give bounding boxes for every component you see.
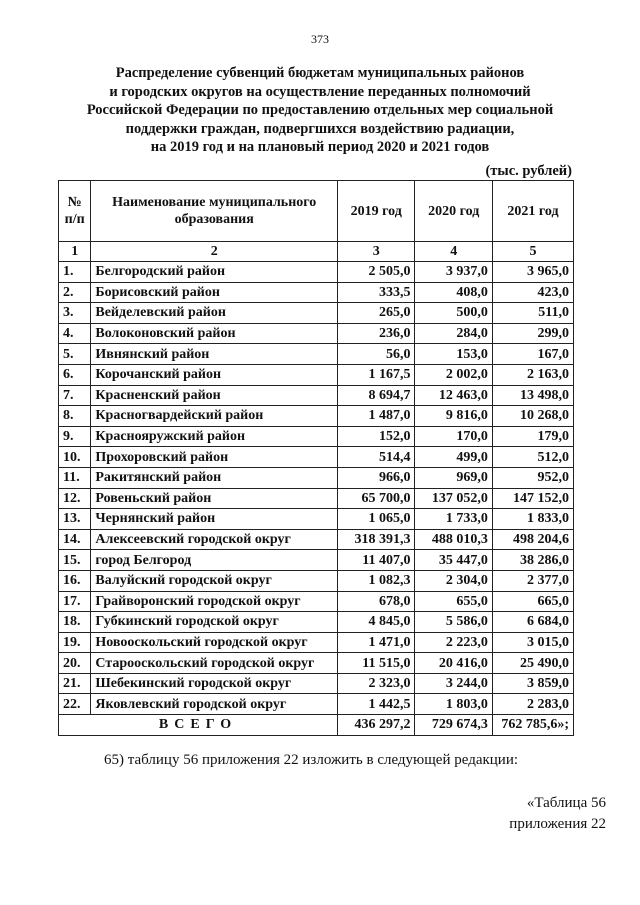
subsidies-table (58, 180, 574, 736)
row-num: 1. (59, 262, 91, 283)
row-2021: 38 286,0 (492, 550, 573, 571)
row-2020: 2 002,0 (415, 364, 492, 385)
table-row (59, 509, 574, 530)
row-2019: 152,0 (338, 426, 415, 447)
title-line: поддержки граждан, подвергшихся воздействию радиации, (125, 120, 515, 137)
table-row (59, 262, 574, 283)
row-num: 2. (59, 282, 91, 303)
table-row (59, 570, 574, 591)
row-2020: 35 447,0 (415, 550, 492, 571)
row-2020: 137 052,0 (415, 488, 492, 509)
row-2019: 2 323,0 (338, 673, 415, 694)
table-row (59, 694, 574, 715)
row-num: 4. (59, 323, 91, 344)
amendment-paragraph: 65) таблицу 56 приложения 22 изложить в следующей редакции: (104, 752, 519, 768)
total-2021: 762 785,6»; (492, 715, 573, 736)
row-name: Красненский район (91, 385, 338, 406)
table-row (59, 612, 574, 633)
row-2020: 655,0 (415, 591, 492, 612)
row-2019: 678,0 (338, 591, 415, 612)
row-name: Вейделевский район (91, 303, 338, 324)
title-line: Распределение субвенций бюджетам муниципальных районов (115, 65, 525, 81)
row-2020: 9 816,0 (415, 406, 492, 427)
row-2021: 3 859,0 (492, 673, 573, 694)
total-row (59, 715, 574, 736)
row-name: Чернянский район (91, 509, 338, 530)
header-num: № п/п (59, 181, 91, 242)
row-name: Алексеевский городской округ (91, 529, 338, 550)
row-num: 14. (59, 529, 91, 550)
header-2020: 2020 год (415, 181, 492, 242)
header-2019: 2019 год (338, 181, 415, 242)
row-2019: 2 505,0 (338, 262, 415, 283)
row-2019: 265,0 (338, 303, 415, 324)
row-num: 15. (59, 550, 91, 571)
row-2020: 170,0 (415, 426, 492, 447)
header-2021: 2021 год (492, 181, 573, 242)
table-row (59, 529, 574, 550)
row-num: 6. (59, 364, 91, 385)
row-num: 3. (59, 303, 91, 324)
page-number: 373 (311, 32, 329, 46)
row-2019: 65 700,0 (338, 488, 415, 509)
row-num: 13. (59, 509, 91, 530)
title-line: Российской Федерации по предоставлению отдельных мер социальной (86, 102, 554, 119)
row-num: 9. (59, 426, 91, 447)
row-2020: 5 586,0 (415, 612, 492, 633)
row-name: Ровеньский район (91, 488, 338, 509)
row-2019: 1 065,0 (338, 509, 415, 530)
row-2020: 969,0 (415, 467, 492, 488)
row-2021: 2 377,0 (492, 570, 573, 591)
row-2021: 1 833,0 (492, 509, 573, 530)
row-2019: 318 391,3 (338, 529, 415, 550)
column-number: 4 (415, 242, 492, 262)
units-label: (тыс. рублей) (485, 163, 572, 179)
table-row (59, 364, 574, 385)
row-2019: 1 487,0 (338, 406, 415, 427)
table-row (59, 282, 574, 303)
row-2020: 488 010,3 (415, 529, 492, 550)
row-2021: 6 684,0 (492, 612, 573, 633)
row-2019: 11 515,0 (338, 653, 415, 674)
row-2019: 1 167,5 (338, 364, 415, 385)
row-name: Белгородский район (91, 262, 338, 283)
column-number: 3 (338, 242, 415, 262)
total-label: ВСЕГО (59, 715, 338, 736)
row-2021: 3 015,0 (492, 632, 573, 653)
row-2019: 333,5 (338, 282, 415, 303)
row-2020: 499,0 (415, 447, 492, 468)
row-num: 17. (59, 591, 91, 612)
table-row (59, 673, 574, 694)
table-row (59, 632, 574, 653)
row-2021: 952,0 (492, 467, 573, 488)
row-name: Валуйский городской округ (91, 570, 338, 591)
table-row (59, 385, 574, 406)
table-row (59, 488, 574, 509)
row-name: Ракитянский район (91, 467, 338, 488)
table-row (59, 323, 574, 344)
table-reference (509, 793, 606, 835)
row-name: Старооскольский городской округ (91, 653, 338, 674)
row-2020: 1 803,0 (415, 694, 492, 715)
row-name: Корочанский район (91, 364, 338, 385)
row-num: 18. (59, 612, 91, 633)
row-2020: 500,0 (415, 303, 492, 324)
row-2019: 11 407,0 (338, 550, 415, 571)
row-2019: 1 082,3 (338, 570, 415, 591)
row-2020: 284,0 (415, 323, 492, 344)
table-row (59, 467, 574, 488)
row-name: Новооскольский городской округ (91, 632, 338, 653)
column-number: 5 (492, 242, 573, 262)
table-row (59, 447, 574, 468)
row-2021: 665,0 (492, 591, 573, 612)
row-2021: 10 268,0 (492, 406, 573, 427)
row-name: Прохоровский район (91, 447, 338, 468)
table-row (59, 550, 574, 571)
document-title (60, 64, 580, 157)
row-num: 19. (59, 632, 91, 653)
row-2019: 56,0 (338, 344, 415, 365)
row-2020: 20 416,0 (415, 653, 492, 674)
row-name: Яковлевский городской округ (91, 694, 338, 715)
row-2019: 966,0 (338, 467, 415, 488)
row-2019: 1 442,5 (338, 694, 415, 715)
row-2019: 236,0 (338, 323, 415, 344)
row-2021: 423,0 (492, 282, 573, 303)
row-2021: 13 498,0 (492, 385, 573, 406)
total-2020: 729 674,3 (415, 715, 492, 736)
header-name: Наименование муниципального образования (91, 181, 338, 242)
row-2021: 147 152,0 (492, 488, 573, 509)
total-2019: 436 297,2 (338, 715, 415, 736)
row-name: Грайворонский городской округ (91, 591, 338, 612)
row-name: Красногвардейский район (91, 406, 338, 427)
row-num: 10. (59, 447, 91, 468)
row-2021: 179,0 (492, 426, 573, 447)
row-2021: 2 163,0 (492, 364, 573, 385)
row-name: Волоконовский район (91, 323, 338, 344)
row-num: 12. (59, 488, 91, 509)
column-number: 2 (91, 242, 338, 262)
row-name: Губкинский городской округ (91, 612, 338, 633)
column-numbers-row (59, 242, 574, 262)
table-row (59, 591, 574, 612)
row-name: Ивнянский район (91, 344, 338, 365)
row-2021: 511,0 (492, 303, 573, 324)
row-2021: 498 204,6 (492, 529, 573, 550)
row-num: 8. (59, 406, 91, 427)
row-2020: 3 244,0 (415, 673, 492, 694)
table-row (59, 344, 574, 365)
title-line: и городских округов на осуществление переданных полномочий (109, 83, 531, 100)
column-number: 1 (59, 242, 91, 262)
row-num: 21. (59, 673, 91, 694)
row-2019: 4 845,0 (338, 612, 415, 633)
row-2020: 3 937,0 (415, 262, 492, 283)
table-ref-line: «Таблица 56 (526, 795, 606, 811)
row-2019: 1 471,0 (338, 632, 415, 653)
table-ref-line: приложения 22 (509, 816, 606, 832)
table-row (59, 426, 574, 447)
title-line: на 2019 год и на плановый период 2020 и 2021 годов (150, 139, 490, 156)
row-2020: 153,0 (415, 344, 492, 365)
row-num: 20. (59, 653, 91, 674)
row-2021: 3 965,0 (492, 262, 573, 283)
table-row (59, 653, 574, 674)
row-name: Краснояружский район (91, 426, 338, 447)
row-name: Борисовский район (91, 282, 338, 303)
table-row (59, 406, 574, 427)
row-num: 16. (59, 570, 91, 591)
row-2021: 2 283,0 (492, 694, 573, 715)
row-2019: 514,4 (338, 447, 415, 468)
row-2021: 167,0 (492, 344, 573, 365)
row-2020: 12 463,0 (415, 385, 492, 406)
row-2021: 512,0 (492, 447, 573, 468)
row-2021: 25 490,0 (492, 653, 573, 674)
table-row (59, 303, 574, 324)
row-num: 7. (59, 385, 91, 406)
row-2021: 299,0 (492, 323, 573, 344)
row-num: 11. (59, 467, 91, 488)
row-2019: 8 694,7 (338, 385, 415, 406)
row-2020: 1 733,0 (415, 509, 492, 530)
row-2020: 2 223,0 (415, 632, 492, 653)
table-header-row (59, 181, 574, 242)
row-num: 5. (59, 344, 91, 365)
row-name: Шебекинский городской округ (91, 673, 338, 694)
row-2020: 2 304,0 (415, 570, 492, 591)
row-2020: 408,0 (415, 282, 492, 303)
row-num: 22. (59, 694, 91, 715)
row-name: город Белгород (91, 550, 338, 571)
